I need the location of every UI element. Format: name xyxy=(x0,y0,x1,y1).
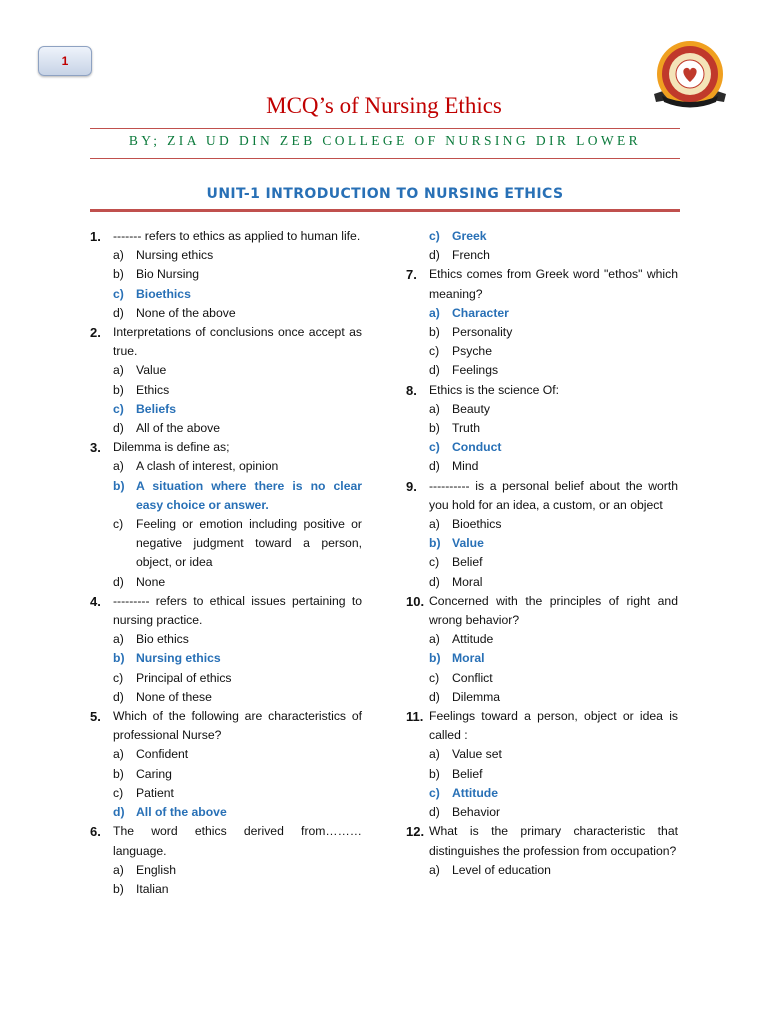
question-number: 3. xyxy=(90,440,101,456)
option-text: Value xyxy=(452,536,484,551)
answer-option xyxy=(90,381,362,400)
option-text: Nursing ethics xyxy=(136,248,214,263)
option-letter: d) xyxy=(429,574,440,589)
option-text: None of the above xyxy=(136,305,236,320)
bottom-rule xyxy=(90,158,680,159)
correct-answer-option xyxy=(406,534,678,553)
question-block xyxy=(406,227,678,265)
option-text: All of the above xyxy=(136,421,221,436)
option-letter: d) xyxy=(113,805,125,820)
answer-option xyxy=(406,861,678,880)
correct-answer-option xyxy=(406,304,678,323)
answer-option xyxy=(406,669,678,688)
answer-option xyxy=(90,745,362,764)
option-letter: a) xyxy=(429,862,440,877)
top-rule xyxy=(90,128,680,129)
byline: BY; ZIA UD DIN ZEB COLLEGE OF NURSING DIR LOWER xyxy=(128,133,642,148)
option-text: Nursing ethics xyxy=(136,651,221,666)
question-block xyxy=(406,265,678,380)
question-block xyxy=(90,592,362,707)
option-letter: a) xyxy=(429,747,440,762)
question-number: 2. xyxy=(90,325,101,341)
answer-option xyxy=(90,880,362,899)
answer-option xyxy=(406,457,678,476)
question-block xyxy=(90,227,362,323)
option-letter: a) xyxy=(113,862,124,877)
option-letter: c) xyxy=(429,555,440,570)
question-block xyxy=(90,707,362,822)
option-letter: d) xyxy=(113,305,124,320)
question xyxy=(90,822,362,860)
answer-option xyxy=(406,515,678,534)
option-text: Character xyxy=(452,305,509,320)
option-text: English xyxy=(136,862,176,877)
option-text: Attitude xyxy=(452,632,494,647)
option-letter: d) xyxy=(429,248,440,263)
question xyxy=(406,265,678,303)
question-text: What is the primary characteristic that distinguishes the profession from occupation? xyxy=(429,824,678,858)
answer-option xyxy=(90,457,362,476)
question-block xyxy=(406,477,678,592)
option-letter: d) xyxy=(429,805,440,820)
correct-answer-option xyxy=(406,227,678,246)
option-letter: c) xyxy=(429,440,440,455)
answer-option xyxy=(406,553,678,572)
question-number: 5. xyxy=(90,709,101,725)
answer-option xyxy=(90,669,362,688)
option-letter: c) xyxy=(429,670,440,685)
answer-option xyxy=(90,765,362,784)
question-text: Ethics is the science Of: xyxy=(429,382,560,397)
option-letter: d) xyxy=(429,459,440,474)
option-letter: b) xyxy=(113,267,124,282)
option-text: None of these xyxy=(136,689,212,704)
option-letter: a) xyxy=(113,248,124,263)
option-text: Truth xyxy=(452,421,480,436)
question xyxy=(406,477,678,515)
option-letter: a) xyxy=(113,747,124,762)
right-column xyxy=(406,227,678,880)
question xyxy=(90,707,362,745)
option-text: Bio Nursing xyxy=(136,267,199,282)
correct-answer-option xyxy=(90,803,362,822)
option-letter: c) xyxy=(429,785,440,800)
answer-option xyxy=(406,323,678,342)
left-column xyxy=(90,227,362,899)
answer-option xyxy=(90,304,362,323)
correct-answer-option xyxy=(90,649,362,668)
option-letter: d) xyxy=(113,689,124,704)
correct-answer-option xyxy=(90,400,362,419)
answer-option xyxy=(90,419,362,438)
answer-option xyxy=(90,630,362,649)
correct-answer-option xyxy=(90,477,362,515)
option-text: Confident xyxy=(136,747,189,762)
question-block xyxy=(90,323,362,438)
option-letter: d) xyxy=(429,689,440,704)
option-letter: c) xyxy=(429,344,440,359)
answer-option xyxy=(90,361,362,380)
answer-option xyxy=(90,246,362,265)
answer-option xyxy=(90,515,362,573)
option-text: French xyxy=(452,248,490,263)
option-text: Bioethics xyxy=(452,517,502,532)
option-text: Conflict xyxy=(452,670,493,685)
correct-answer-option xyxy=(406,784,678,803)
question-number: 4. xyxy=(90,593,101,609)
answer-option xyxy=(406,361,678,380)
option-text: Beliefs xyxy=(136,401,176,416)
question-text: Dilemma is define as; xyxy=(113,440,230,455)
question-text: ------- refers to ethics as applied to human life. xyxy=(113,229,361,243)
option-letter: a) xyxy=(429,632,440,647)
option-text: Value set xyxy=(452,747,502,762)
question-block xyxy=(90,822,362,899)
option-text: None xyxy=(136,574,166,589)
answer-option xyxy=(406,246,678,265)
unit-rule xyxy=(90,209,680,212)
question-block xyxy=(406,707,678,822)
option-text: Belief xyxy=(452,555,483,570)
option-letter: b) xyxy=(429,421,440,436)
correct-answer-option xyxy=(90,285,362,304)
option-text: Feeling or emotion including positive or negative judgment toward a person, object, or idea xyxy=(136,517,362,570)
option-text: Belief xyxy=(452,766,483,781)
question-number: 9. xyxy=(406,478,417,494)
question-block xyxy=(406,822,678,880)
option-text: Feelings xyxy=(452,363,499,378)
answer-option xyxy=(406,400,678,419)
option-letter: c) xyxy=(113,517,124,532)
option-text: Dilemma xyxy=(452,689,501,704)
answer-option xyxy=(406,630,678,649)
option-letter: a) xyxy=(429,305,440,320)
question xyxy=(90,592,362,630)
option-text: Level of education xyxy=(452,862,551,877)
unit-heading: UNIT-1 INTRODUCTION TO NURSING ETHICS xyxy=(206,186,564,202)
answer-option xyxy=(90,784,362,803)
option-text: A clash of interest, opinion xyxy=(136,459,279,474)
option-letter: a) xyxy=(429,401,440,416)
question xyxy=(406,822,678,860)
question-block xyxy=(406,592,678,707)
question-number: 12. xyxy=(406,824,425,840)
question-text: Interpretations of conclusions once accept as true. xyxy=(113,325,362,359)
question xyxy=(90,323,362,361)
option-letter: b) xyxy=(429,536,441,551)
question xyxy=(406,707,678,745)
option-text: Greek xyxy=(452,229,487,243)
answer-option xyxy=(406,573,678,592)
option-text: All of the above xyxy=(136,805,227,820)
question-block xyxy=(90,438,362,592)
option-text: Moral xyxy=(452,574,483,589)
question xyxy=(406,592,678,630)
option-letter: b) xyxy=(429,651,441,666)
question xyxy=(90,227,362,246)
option-text: Principal of ethics xyxy=(136,670,232,685)
answer-option xyxy=(90,573,362,592)
question xyxy=(406,381,678,400)
question-text: Ethics comes from Greek word "ethos" which meaning? xyxy=(429,267,678,301)
option-text: Beauty xyxy=(452,401,490,416)
option-letter: a) xyxy=(113,632,124,647)
answer-option xyxy=(406,765,678,784)
option-text: Italian xyxy=(136,881,169,896)
option-letter: a) xyxy=(113,459,124,474)
option-letter: b) xyxy=(113,766,124,781)
option-letter: b) xyxy=(113,382,124,397)
option-text: Mind xyxy=(452,459,479,474)
page-number-badge xyxy=(38,46,92,76)
option-text: Behavior xyxy=(452,805,501,820)
option-text: Patient xyxy=(136,785,174,800)
option-letter: d) xyxy=(429,363,440,378)
document-title: MCQ’s of Nursing Ethics xyxy=(266,93,502,118)
option-text: Personality xyxy=(452,325,513,340)
option-letter: d) xyxy=(113,421,124,436)
option-text: Caring xyxy=(136,766,172,781)
question-block xyxy=(406,381,678,477)
answer-option xyxy=(406,419,678,438)
option-text: Conduct xyxy=(452,440,502,455)
question-text: ---------- is a personal belief about the worth you hold for an idea, a custom, or an object xyxy=(429,478,678,512)
question-number: 7. xyxy=(406,267,417,283)
question-text: --------- refers to ethical issues pertaining to nursing practice. xyxy=(113,593,362,628)
question-text: Which of the following are characteristics of professional Nurse? xyxy=(113,709,362,743)
question-number: 11. xyxy=(406,709,424,725)
page-number: 1 xyxy=(61,54,69,68)
option-letter: c) xyxy=(113,401,124,416)
option-text: Value xyxy=(136,363,167,378)
option-letter: a) xyxy=(429,517,440,532)
question-number: 10. xyxy=(406,593,425,609)
option-text: Ethics xyxy=(136,382,170,397)
option-letter: d) xyxy=(113,574,124,589)
correct-answer-option xyxy=(406,438,678,457)
answer-option xyxy=(90,688,362,707)
option-text: Bioethics xyxy=(136,286,191,301)
option-text: Bio ethics xyxy=(136,632,189,647)
question-number: 8. xyxy=(406,382,417,398)
option-letter: c) xyxy=(113,785,124,800)
option-letter: c) xyxy=(113,286,124,301)
question-number: 6. xyxy=(90,824,101,840)
question-number: 1. xyxy=(90,229,101,244)
question-text: Feelings toward a person, object or idea is called : xyxy=(429,709,678,743)
option-letter: c) xyxy=(429,229,440,243)
answer-option xyxy=(90,861,362,880)
answer-option xyxy=(406,745,678,764)
option-letter: a) xyxy=(113,363,124,378)
correct-answer-option xyxy=(406,649,678,668)
answer-option xyxy=(406,803,678,822)
option-letter: b) xyxy=(113,651,125,666)
answer-option xyxy=(406,342,678,361)
option-letter: b) xyxy=(113,478,125,493)
question-text: Concerned with the principles of right and wrong behavior? xyxy=(429,593,678,628)
option-text: Psyche xyxy=(452,344,492,359)
option-letter: c) xyxy=(113,670,124,685)
question-text: The word ethics derived from……… language. xyxy=(113,824,362,858)
answer-option xyxy=(90,265,362,284)
option-letter: b) xyxy=(429,766,440,781)
option-letter: b) xyxy=(429,325,440,340)
option-text: A situation where there is no clear easy choice or answer. xyxy=(136,478,362,512)
option-text: Moral xyxy=(452,651,485,666)
question xyxy=(90,438,362,457)
option-letter: b) xyxy=(113,881,124,896)
answer-option xyxy=(406,688,678,707)
option-text: Attitude xyxy=(452,785,499,800)
